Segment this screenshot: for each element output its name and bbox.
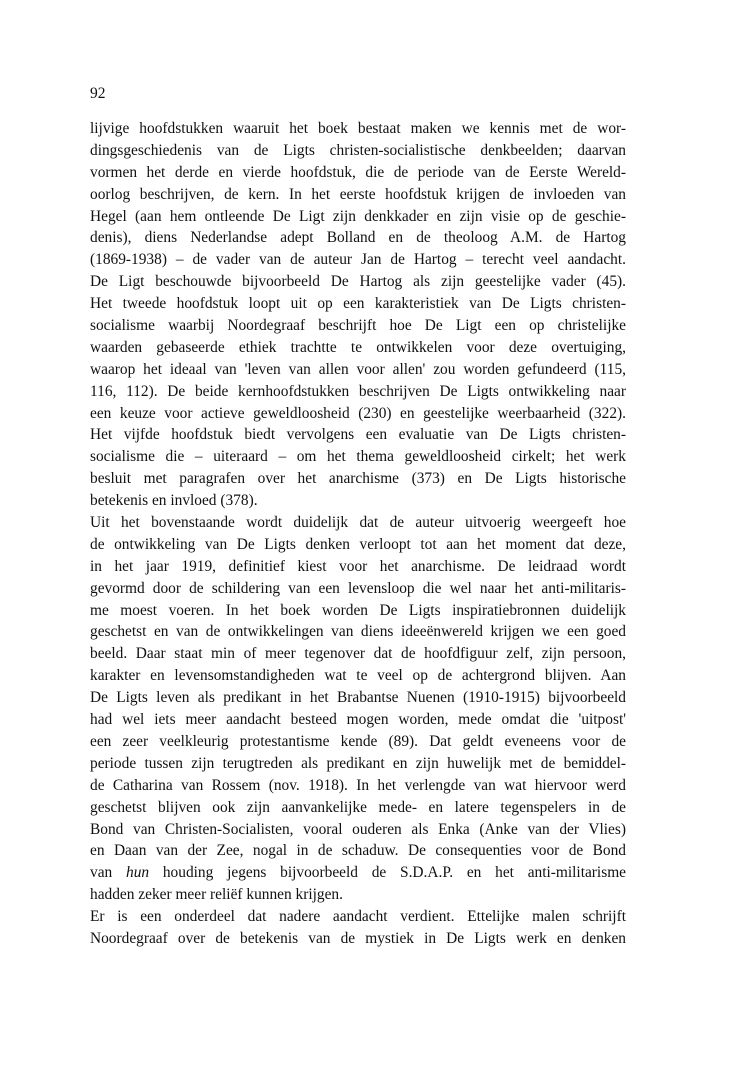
- text-line: periode tussen zijn terugtreden als predikant en zijn huwelijk met de bemiddel-: [90, 754, 626, 772]
- text-line: oorlog beschrijven, de kern. In het eerste hoofdstuk krijgen de invloeden van: [90, 185, 626, 203]
- text-line: De Ligt beschouwde bijvoorbeeld De Hartog als zijn geestelijke vader (45).: [90, 273, 626, 291]
- text-line: 116, 112). De beide kernhoofdstukken beschrijven De Ligts ontwikkeling naar: [90, 382, 626, 400]
- text-line: had wel iets meer aandacht besteed mogen worden, mede omdat die 'uitpost': [90, 711, 626, 729]
- text-line: me moest voeren. In het boek worden De Ligts inspiratiebronnen duidelijk: [90, 601, 626, 619]
- text-line: waarden gebaseerde ethiek trachtte te ontwikkelen voor deze overtuiging,: [90, 338, 626, 356]
- emphasis-word: hun: [126, 864, 150, 882]
- line-suffix: houding jegens bijvoorbeeld de S.D.A.P. en het anti-militarisme: [149, 864, 626, 882]
- text-line: waarop het ideaal van 'leven van allen voor allen' zou worden gefundeerd (115,: [90, 360, 626, 378]
- text-line: beeld. Daar staat min of meer tegenover dat de hoofdfiguur zelf, zijn persoon,: [90, 645, 626, 663]
- text-line: in het jaar 1919, definitief kiest voor het anarchisme. De leidraad wordt: [90, 557, 626, 575]
- text-line: denis), diens Nederlandse adept Bolland en de theoloog A.M. de Hartog: [90, 229, 626, 247]
- text-line: gevormd door de schildering van een levensloop die wel naar het anti-militaris-: [90, 579, 626, 597]
- text-line: hadden zeker meer reliëf kunnen krijgen.: [90, 886, 343, 904]
- text-line: en Daan van der Zee, nogal in de schaduw. De consequenties voor de Bond: [90, 842, 626, 860]
- text-line: socialisme waarbij Noordegraaf beschrijft hoe De Ligt een op christelijke: [90, 317, 626, 335]
- text-line: besluit met paragrafen over het anarchisme (373) en De Ligts historische: [90, 470, 626, 488]
- text-line: Uit het bovenstaande wordt duidelijk dat de auteur uitvoerig weergeeft hoe: [90, 514, 626, 532]
- line-prefix: van: [90, 864, 126, 882]
- text-line: betekenis en invloed (378).: [90, 492, 258, 510]
- text-line: geschetst en van de ontwikkelingen van diens ideeënwereld krijgen we een goed: [90, 623, 626, 641]
- text-line: Hegel (aan hem ontleende De Ligt zijn denkkader en zijn visie op de geschie-: [90, 207, 626, 225]
- text-line: de Catharina van Rossem (nov. 1918). In het verlengde van wat hiervoor werd: [90, 776, 626, 794]
- text-line: karakter en levensomstandigheden wat te veel op de achtergrond blijven. Aan: [90, 667, 626, 685]
- text-line: De Ligts leven als predikant in het Brabantse Nuenen (1910-1915) bijvoorbeeld: [90, 689, 626, 707]
- text-line: socialisme die – uiteraard – om het thema geweldloosheid cirkelt; het werk: [90, 448, 626, 466]
- text-line: een keuze voor actieve geweldloosheid (230) en geestelijke weerbaarheid (322).: [90, 404, 626, 422]
- text-line: vormen het derde en vierde hoofdstuk, die de periode van de Eerste Wereld-: [90, 163, 626, 181]
- text-line: een zeer veelkleurig protestantisme kende (89). Dat geldt eveneens voor de: [90, 732, 626, 750]
- body-text: [90, 118, 626, 950]
- page-number: 92: [90, 85, 106, 102]
- text-line: (1869-1938) – de vader van de auteur Jan de Hartog – terecht veel aandacht.: [90, 251, 626, 269]
- text-line-with-emphasis: [90, 862, 626, 884]
- text-line: de ontwikkeling van De Ligts denken verloopt tot aan het moment dat deze,: [90, 535, 626, 553]
- text-line: Het tweede hoofdstuk loopt uit op een karakteristiek van De Ligts christen-: [90, 295, 626, 313]
- text-line: lijvige hoofdstukken waaruit het boek bestaat maken we kennis met de wor-: [90, 120, 626, 137]
- text-line: dingsgeschiedenis van de Ligts christen-socialistische denkbeelden; daarvan: [90, 141, 626, 159]
- text-line: Bond van Christen-Socialisten, vooral ouderen als Enka (Anke van der Vlies): [90, 820, 626, 838]
- text-line: Er is een onderdeel dat nadere aandacht verdient. Ettelijke malen schrijft: [90, 908, 626, 926]
- text-line: Noordegraaf over de betekenis van de mystiek in De Ligts werk en denken: [90, 929, 626, 947]
- text-line: geschetst blijven ook zijn aanvankelijke mede- en latere tegenspelers in de: [90, 798, 626, 816]
- text-line: Het vijfde hoofdstuk biedt vervolgens een evaluatie van De Ligts christen-: [90, 426, 626, 444]
